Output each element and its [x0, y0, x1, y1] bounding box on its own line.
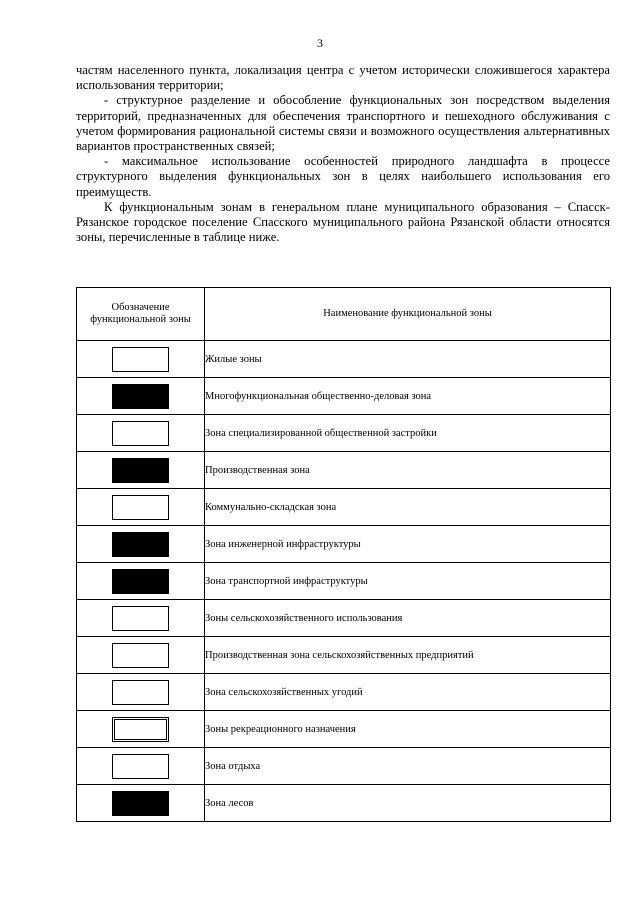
page-number: 3 [317, 36, 323, 50]
zone-name: Зоны рекреационного назначения [205, 711, 611, 748]
table-row [77, 674, 611, 711]
zone-swatch [112, 791, 169, 816]
zone-swatch [112, 643, 169, 668]
table-row [77, 341, 611, 378]
symbol-cell [77, 452, 205, 489]
zone-swatch [112, 347, 169, 372]
table-row [77, 563, 611, 600]
zone-swatch [112, 680, 169, 705]
paragraph: К функциональным зонам в генеральном плане муниципального образования – Спасск-Рязанское городское поселение Спасского муниципального района Рязанской области относятся зоны, перечисленные в таблице ниже. [76, 199, 610, 245]
zone-swatch [112, 421, 169, 446]
zone-name: Зона инженерной инфраструктуры [205, 526, 611, 563]
zone-name: Зона лесов [205, 785, 611, 822]
header-name: Наименование функциональной зоны [205, 288, 611, 341]
zone-name: Зона транспортной инфраструктуры [205, 563, 611, 600]
symbol-cell [77, 637, 205, 674]
symbol-cell [77, 378, 205, 415]
zone-name: Коммунально-складская зона [205, 489, 611, 526]
paragraph: - максимальное использование особенностей природного ландшафта в процессе структурного выделения функциональных зон в целях наибольшего использования его преимуществ. [76, 154, 610, 199]
zone-swatch [112, 717, 169, 742]
symbol-cell [77, 711, 205, 748]
table-row [77, 489, 611, 526]
table-row [77, 637, 611, 674]
paragraph: - структурное разделение и обособление функциональных зон посредством выделения территорий, предназначенных для обеспечения транспортного и пешеходного обслуживания с учетом формирования рациональной системы связи и возможного осуществления альтернативных вариантов пространственных связей; [76, 93, 610, 154]
table-row [77, 526, 611, 563]
zone-swatch [112, 495, 169, 520]
zone-swatch [112, 458, 169, 483]
header-symbol: Обозначение функциональной зоны [77, 288, 205, 341]
zone-swatch [112, 532, 169, 557]
paragraph: частям населенного пункта, локализация центра с учетом исторически сложившегося характера использования территории; [76, 63, 610, 93]
symbol-cell [77, 674, 205, 711]
zone-swatch [112, 754, 169, 779]
zone-name: Производственная зона [205, 452, 611, 489]
symbol-cell [77, 785, 205, 822]
table-header-row [77, 288, 611, 341]
table-row [77, 748, 611, 785]
zone-name: Зона отдыха [205, 748, 611, 785]
zone-swatch [112, 606, 169, 631]
symbol-cell [77, 526, 205, 563]
table-row [77, 378, 611, 415]
zone-name: Зона специализированной общественной застройки [205, 415, 611, 452]
symbol-cell [77, 748, 205, 785]
body-text [76, 63, 610, 245]
symbol-cell [77, 415, 205, 452]
table-row [77, 452, 611, 489]
table-row [77, 785, 611, 822]
zone-name: Зоны сельскохозяйственного использования [205, 600, 611, 637]
table-row [77, 711, 611, 748]
zone-swatch [112, 569, 169, 594]
zone-name: Зона сельскохозяйственных угодий [205, 674, 611, 711]
zone-name: Производственная зона сельскохозяйственных предприятий [205, 637, 611, 674]
table-row [77, 415, 611, 452]
symbol-cell [77, 600, 205, 637]
symbol-cell [77, 563, 205, 600]
zones-table [76, 287, 611, 822]
zone-name: Многофункциональная общественно-деловая зона [205, 378, 611, 415]
zone-name: Жилые зоны [205, 341, 611, 378]
zone-swatch [112, 384, 169, 409]
table-row [77, 600, 611, 637]
symbol-cell [77, 341, 205, 378]
symbol-cell [77, 489, 205, 526]
